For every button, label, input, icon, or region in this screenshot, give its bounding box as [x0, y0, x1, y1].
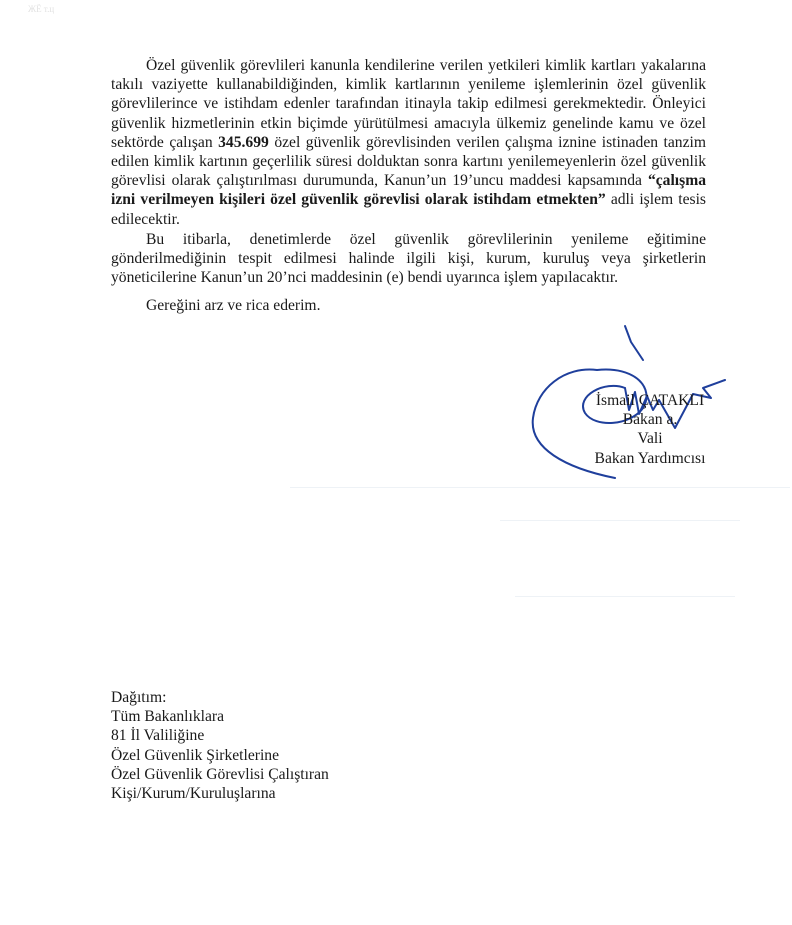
- distribution-list: [111, 688, 329, 803]
- scan-artifact-line: [290, 487, 790, 488]
- offence-quote: “çalışma izni verilmeyen kişileri özel güvenlik görevlisi olarak istihdam etmekten”: [111, 172, 706, 209]
- paragraph-1-text-a: Özel güvenlik görevlileri kanunla kendilerine verilen yetkileri kimlik kartları yakalarına takılı vaziyette kullanabildiğinden, kimlik kartlarının yenileme işlemlerinin özel güvenlik görevlilerince ve istihdam edenler tarafından itinayla takip edilmesi gerekmektedir. Önleyici güvenlik hizmetlerinin etkin biçimde yürütülmesi amacıyla ülkemiz genelinde kamu ve özel sektörde çalışan: [111, 57, 706, 151]
- signatory-name: İsmail ÇATAKLI: [595, 392, 705, 409]
- signatory-role-3: Bakan Yardımcısı: [594, 449, 706, 467]
- distribution-title: Dağıtım:: [111, 689, 167, 706]
- distribution-item: Kişi/Kurum/Kuruluşlarına: [111, 785, 276, 803]
- paragraph-1-text-c: adli işlem tesis edilecektir.: [111, 191, 706, 228]
- closing-text: Gereğini arz ve rica ederim.: [146, 297, 321, 314]
- signatory-role-2: Vali: [637, 430, 663, 448]
- distribution-item: Özel Güvenlik Şirketlerine: [111, 746, 280, 764]
- distribution-item: Özel Güvenlik Görevlisi Çalıştıran: [111, 765, 329, 783]
- officer-count: 345.699: [218, 133, 269, 151]
- distribution-item: Tüm Bakanlıklara: [111, 708, 225, 726]
- paragraph-2-text: Bu itibarla, denetimlerde özel güvenlik görevlilerinin yenileme eğitimine gönderilmediğinin tespit edilmesi halinde ilgili kişi, kurum, kuruluş veya şirketlerin yöneticilerine Kanun’un 20’nci maddesinin (e) bendi uyarınca işlem yapılacaktır.: [111, 231, 706, 287]
- scan-artifact-line: [500, 520, 740, 521]
- signature-stroke-top: [625, 326, 643, 360]
- paragraph-2: [111, 230, 706, 288]
- paragraph-1-text-b: özel güvenlik görevlisinden verilen çalışma iznine istinaden tanzim edilen kimlik kartının geçerlilik süresi dolduktan sonra kartını yenilemeyenlerin özel güvenlik görevlisi olarak çalıştırılması durumunda, Kanun’un 19’uncu maddesi kapsamında: [111, 133, 706, 190]
- distribution-item: 81 İl Valiliğine: [111, 727, 205, 745]
- signatory-role-1: Bakan a.: [622, 411, 678, 429]
- paragraph-1: [111, 56, 706, 229]
- signature-block: [560, 391, 740, 468]
- paragraph-3: [111, 296, 706, 315]
- scan-artifact-line: [515, 596, 735, 597]
- scan-mark: ЖЁ т.ц: [28, 4, 55, 14]
